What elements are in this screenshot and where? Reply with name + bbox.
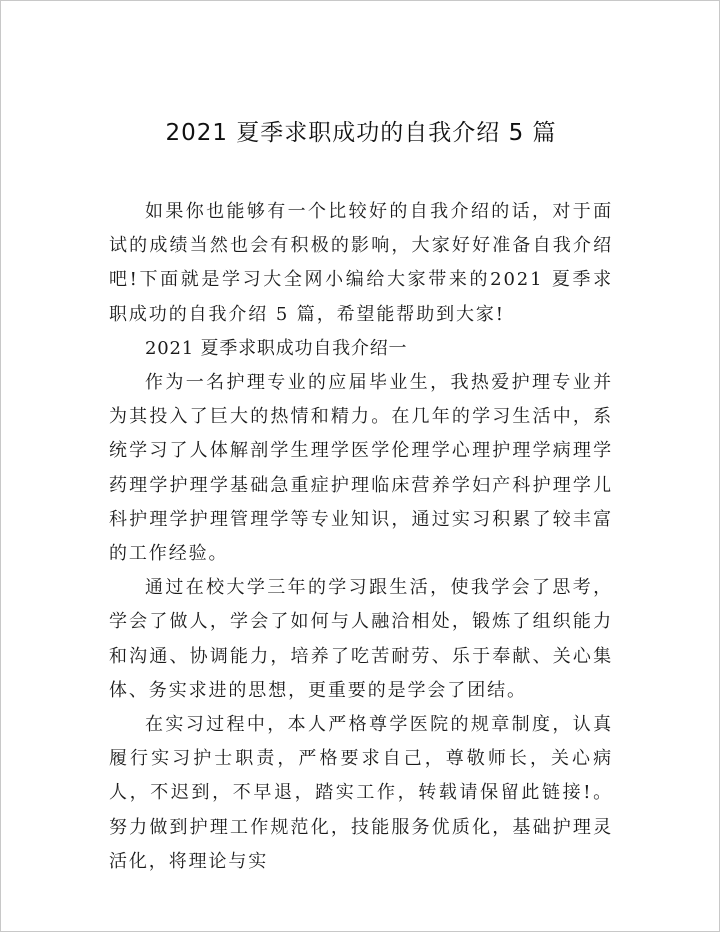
document-body [109, 195, 613, 879]
body-paragraph: 在实习过程中，本人严格尊学医院的规章制度，认真履行实习护士职责，严格要求自己，尊敬师长，关心病人，不迟到，不早退，踏实工作，转载请保留此链接!。努力做到护理工作规范化，技能服务优质化，基础护理灵活化，将理论与实 [109, 714, 613, 872]
body-paragraph: 通过在校大学三年的学习跟生活，使我学会了思考，学会了做人，学会了如何与人融洽相处，锻炼了组织能力和沟通、协调能力，培养了吃苦耐劳、乐于奉献、关心集体、务实求进的思想，更重要的是学会了团结。 [109, 577, 613, 701]
intro-paragraph: 如果你也能够有一个比较好的自我介绍的话，对于面试的成绩当然也会有积极的影响，大家好好准备自我介绍吧!下面就是学习大全网小编给大家带来的2021 夏季求职成功的自我介绍 5 篇，希望能帮助到大家! [109, 201, 613, 325]
section-heading: 2021 夏季求职成功自我介绍一 [145, 337, 408, 359]
document-title: 2021 夏季求职成功的自我介绍 5 篇 [165, 120, 557, 146]
body-paragraph: 作为一名护理专业的应届毕业生，我热爱护理专业并为其投入了巨大的热情和精力。在几年的学习生活中，系统学习了人体解剖学生理学医学伦理学心理护理学病理学药理学护理学基础急重症护理临床营养学妇产科护理学儿科护理学护理管理学等专业知识，通过实习积累了较丰富的工作经验。 [109, 372, 613, 565]
